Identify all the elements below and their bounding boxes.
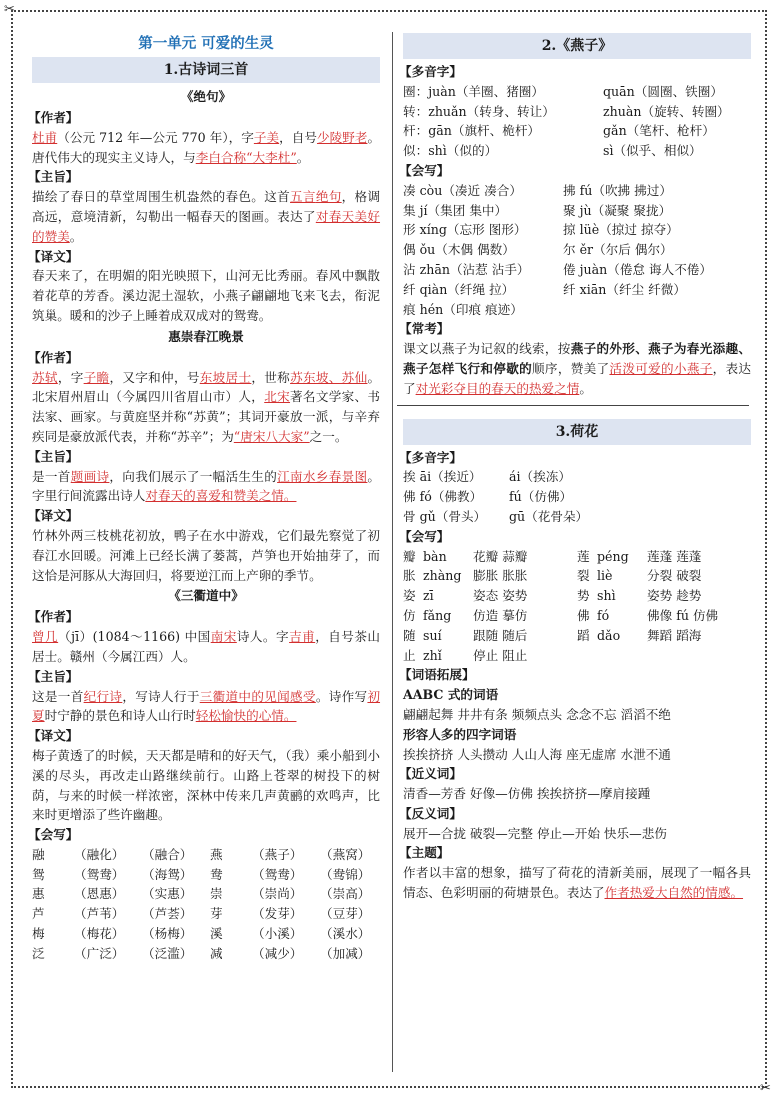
list-row (403, 121, 751, 141)
list-cell: 聚 jù（凝聚 聚拢） (563, 202, 672, 218)
list-cell: 尔 ěr（尔后 偶尔） (563, 242, 673, 258)
list-cell: 沾 zhān（沾惹 沾手） (403, 261, 530, 277)
list-cell: fú（仿佛） (509, 489, 573, 505)
list-cell: 纤 qiàn（纤绳 拉） (403, 281, 515, 297)
section-heading: 【译文】 (28, 248, 79, 264)
text-segment: ，格调高远，意境清新，勾勒出一幅春天的图画。表达了 (32, 189, 381, 224)
write-cell: （融化） (74, 846, 125, 862)
text-segment: 时宁静的景色和诗人山行时 (44, 708, 196, 724)
text-segment: 。唐代伟大的现实主义诗人，与 (32, 129, 381, 165)
list-row (403, 82, 751, 102)
text-segment: 是一首 (32, 468, 71, 484)
key-phrase: 五言 (290, 189, 316, 205)
write-cell: （鸳鸯） (252, 866, 303, 882)
antonym-list: 展开—合拢 破裂—完整 停止—开始 快乐—悲伤 (403, 825, 667, 841)
text-segment: ，字 (57, 369, 84, 385)
list-cell: 集 jí（集团 集中） (403, 202, 508, 218)
list-row (403, 220, 751, 240)
key-phrase: 东坡居士 (199, 369, 252, 385)
write-cell: （小溪） (252, 926, 303, 942)
write-cell: （泛滥） (142, 945, 193, 961)
write-cell: 分裂 破裂 (647, 568, 702, 584)
synonym-list: 清香—芳香 好像—仿佛 挨挨挤挤—摩肩接踵 (403, 786, 651, 802)
write-cell: shì (597, 588, 616, 604)
poem-3-theme (32, 687, 380, 727)
lesson-1-title: 1.古诗词三首 (32, 57, 380, 83)
write-group (32, 924, 210, 944)
key-phrase: 北宋 (264, 389, 291, 405)
text-segment: 。诗作写 (315, 688, 368, 704)
left-column (28, 32, 381, 964)
section-heading: 【主题】 (399, 845, 450, 861)
bold-phrase: 燕子的外形、燕子为春光添趣、燕子怎样飞行和停歇的 (403, 341, 752, 376)
section-heading: 【多音字】 (399, 64, 462, 79)
write-row (403, 547, 751, 567)
text-segment: ，自号 (279, 129, 317, 145)
write-row (32, 924, 380, 944)
write-cell: liè (597, 568, 613, 584)
section-heading: 【作者】 (28, 349, 79, 365)
section-heading: 【多音字】 (399, 449, 462, 465)
key-phrase: 活泼可爱的小燕子 (609, 360, 713, 376)
write-group (577, 606, 751, 626)
write-group (210, 845, 388, 865)
text-segment: 。 (296, 149, 310, 165)
section-heading: 【译文】 (28, 508, 79, 524)
poem-2-title: 惠崇春江晚景 (168, 328, 244, 344)
write-group (32, 845, 210, 865)
section-heading: 【会写】 (399, 528, 450, 544)
write-cell: （发芽） (252, 906, 303, 922)
ext-words: 挨挨挤挤 人头攒动 人山人海 座无虚席 水泄不通 (403, 746, 671, 762)
list-row (403, 102, 751, 122)
poem-1-translation: 春天来了，在明媚的阳光映照下，山河无比秀丽。春风中飘散着花草的芳香。溪边泥土湿软，小燕子翩翩地飞来飞去，衔泥筑巢。暖和的沙子上睡着成双成对的鸳鸯。 (32, 268, 380, 323)
poem-3-title: 《三衢道中》 (168, 588, 244, 604)
text-segment: 顺序，赞美了 (532, 360, 610, 376)
text-segment: 这是一首 (32, 688, 84, 704)
write-cell: （加减） (320, 945, 371, 961)
main-theme-text (403, 863, 751, 903)
key-phrase: 苏东坡、苏仙 (290, 369, 368, 385)
text-segment: 描绘了春日的草堂周围生机盎然的春色。这首 (32, 189, 291, 205)
text-segment: ，自号茶山居士。赣州（今属江西）人。 (32, 629, 381, 664)
write-cell: （豆芽） (320, 906, 371, 922)
write-cell: dǎo (597, 627, 621, 643)
write-cell: 佛 (577, 607, 590, 623)
section-heading: 【主旨】 (28, 668, 79, 684)
write-cell: （恩惠） (74, 886, 125, 902)
poem-3-author (32, 627, 380, 667)
poem-3-translation: 梅子黄透了的时候，天天都是晴和的好天气，（我）乘小船到小溪的尽头，再改走山路继续前行。山路上苍翠的树投下的树荫，与来的时候一样浓密，深林中传来几声黄鹂的欢鸣声，比来时更增添了些许幽趣。 (32, 747, 380, 823)
write-cell (647, 646, 751, 666)
write-cell: 鸯 (210, 866, 223, 882)
write-cell: 随 (403, 627, 416, 643)
list-row (403, 300, 751, 320)
write-group (210, 924, 388, 944)
write-cell: （芦苇） (74, 906, 125, 922)
text-segment: （jī）(1084～1166) 中国 (58, 629, 211, 645)
poem-1-title: 《绝句》 (180, 89, 232, 104)
text-segment: （公元 712 年—公元 770 年），字 (57, 129, 254, 145)
write-row (403, 646, 751, 666)
write-cell: 溪 (210, 926, 223, 942)
key-phrase: “唐宋八大家” (233, 428, 310, 444)
key-phrase: 少陵野老 (316, 129, 368, 145)
write-list (403, 547, 751, 666)
write-cell: 仿造 摹仿 (473, 607, 528, 623)
list-cell: gū（花骨朵） (509, 508, 589, 524)
polyphone-list (403, 82, 751, 161)
write-cell: （实惠） (142, 886, 193, 902)
text-segment: 课文以燕子为记叙的线索，按 (403, 341, 571, 357)
text-segment: ，写诗人行于 (122, 688, 200, 704)
write-cell: 崇 (210, 886, 223, 902)
poem-1-author (32, 128, 380, 168)
key-phrase: 江南水乡春景图 (277, 468, 368, 484)
write-group (577, 586, 751, 606)
write-cell: 鸳 (32, 866, 45, 882)
write-cell: zhǐ (423, 647, 442, 663)
write-cell: （溪水） (320, 926, 371, 942)
key-phrase: 作者热爱大自然的情感。 (604, 885, 744, 901)
text-segment: 。 (69, 228, 83, 244)
list-cell: 转：zhuǎn（转身、转让） (403, 103, 555, 119)
list-cell: 痕 hén（印痕 痕迹） (403, 301, 523, 317)
polyphone-list (403, 467, 751, 526)
write-cell: 佛像 fú 仿佛 (647, 607, 719, 623)
write-group (403, 646, 577, 666)
key-phrase: 子美 (253, 129, 280, 145)
write-cell: suí (423, 627, 442, 643)
write-cell: （鸳鸯） (74, 866, 125, 882)
write-group (403, 626, 577, 646)
list-cell: 骨 gǔ（骨头） (403, 508, 487, 524)
key-phrase: 对光彩夺目的春天的热爱之情 (415, 380, 580, 396)
write-cell: 惠 (32, 886, 45, 902)
section-heading: 【会写】 (399, 162, 450, 178)
key-phrase: 三衢道中的见闻感受 (199, 688, 316, 704)
list-cell: quān（圆圈、铁圈） (603, 83, 723, 99)
write-cell: 莲 (577, 548, 590, 564)
scissors-icon: ✂ (4, 2, 15, 17)
write-cell: （梅花） (74, 926, 125, 942)
key-phrase: 南宋 (210, 629, 237, 645)
write-group (577, 547, 751, 567)
section-heading: 【反义词】 (399, 805, 462, 821)
write-cell: （广泛） (74, 945, 125, 961)
write-cell: 泛 (32, 945, 45, 961)
text-segment: 著名文学家、书法家、画家。与黄庭坚并称“苏黄”；其词开豪放一派，与辛弃疾同是豪放派代表，并称“苏辛”；为 (32, 389, 381, 444)
write-cell: 裂 (577, 568, 590, 584)
list-cell: 佛 fó（佛教） (403, 489, 483, 505)
list-cell: 掠 lüè（掠过 掠夺） (563, 222, 679, 238)
section-heading: 【作者】 (28, 609, 79, 625)
right-column (399, 32, 752, 903)
write-cell: bàn (423, 548, 447, 564)
key-phrase: 子瞻 (83, 369, 110, 385)
key-phrase: 李白合称 (195, 149, 247, 165)
write-group (32, 904, 210, 924)
text-segment: 。字里行间流露出诗人 (32, 468, 381, 504)
write-group (32, 865, 210, 885)
write-group (577, 566, 751, 586)
write-row (32, 884, 380, 904)
write-group (32, 944, 210, 964)
write-cell: 梅 (32, 926, 45, 942)
write-cell: 蹈 (577, 627, 590, 643)
list-cell: 凑 còu（凑近 凑合） (403, 182, 522, 198)
write-row (403, 586, 751, 606)
write-row (403, 566, 751, 586)
scissors-icon: ✂ (760, 1081, 771, 1096)
write-cell: 姿势 趁势 (647, 588, 702, 604)
write-cell: 跟随 随后 (473, 627, 528, 643)
key-phrase: “大李杜” (246, 149, 297, 165)
section-heading: 【主旨】 (28, 448, 79, 464)
write-cell: （减少） (252, 945, 303, 961)
write-cell (577, 646, 597, 666)
column-divider (392, 32, 393, 1072)
text-segment: 作者以丰富的想象，描写了荷花的清新美丽，展现了一幅各具情态、色彩明丽的荷塘景色。表达了 (403, 865, 751, 901)
write-cell (597, 646, 647, 666)
text-segment: 诗人。字 (236, 629, 290, 645)
list-cell: 似：shì（似的） (403, 143, 498, 159)
poem-1-theme (32, 187, 380, 246)
write-cell: 停止 阻止 (473, 647, 528, 663)
write-cell: 舞蹈 蹈海 (647, 627, 702, 643)
key-phrase: 题画诗 (70, 468, 110, 484)
write-row (403, 606, 751, 626)
write-group (210, 944, 388, 964)
write-row (32, 845, 380, 865)
write-cell: （海鸳） (142, 866, 193, 882)
write-row (32, 904, 380, 924)
write-group (577, 646, 751, 666)
unit-title: 第一单元 可爱的生灵 (138, 35, 274, 52)
key-phrase: 吉甫 (289, 629, 316, 645)
write-row (32, 944, 380, 964)
frequent-test-text (403, 339, 751, 398)
text-segment: 。北宋眉州眉山（今属四川省眉山市）人， (32, 369, 381, 405)
list-cell: 杆：gān（旗杆、桅杆） (403, 123, 541, 139)
write-group (577, 626, 751, 646)
write-row (32, 865, 380, 885)
write-cell: zhàng (423, 568, 462, 584)
write-cell: （崇高） (320, 886, 371, 902)
poem-2-theme (32, 467, 380, 507)
write-cell: fǎng (423, 607, 452, 623)
write-group (210, 884, 388, 904)
write-cell: 姿态 姿势 (473, 588, 528, 604)
poem-2-author (32, 368, 380, 447)
key-phrase: 曾几 (32, 629, 59, 645)
section-heading: 【主旨】 (28, 169, 79, 185)
ext-words: 翩翩起舞 井井有条 频频点头 念念不忘 滔滔不绝 (403, 706, 671, 722)
list-cell: 倦 juàn（倦怠 诲人不倦） (563, 261, 712, 277)
key-phrase: 对春天的喜爱和赞美之情。 (145, 488, 297, 504)
list-row (403, 487, 751, 507)
write-group (403, 566, 577, 586)
write-cell: 芦 (32, 906, 45, 922)
write-cell: 花瓣 蒜瓣 (473, 548, 528, 564)
write-cell: 莲蓬 莲蓬 (647, 548, 702, 564)
list-cell: sì（似乎、相似） (603, 143, 702, 159)
key-phrase: 杜甫 (32, 129, 58, 145)
key-phrase: 初夏 (32, 688, 381, 724)
write-group (32, 884, 210, 904)
list-row (403, 141, 751, 161)
list-cell: gǎn（笔杆、枪杆） (603, 123, 715, 139)
lesson-3-title: 3.荷花 (403, 419, 751, 445)
list-cell: 纤 xiān（纤尘 纤微） (563, 281, 686, 297)
list-cell: 形 xíng（忘形 图形） (403, 222, 527, 238)
write-group (403, 606, 577, 626)
write-cell: fó (597, 607, 610, 623)
write-cell: （杨梅） (142, 926, 193, 942)
write-cell: 姿 (403, 588, 416, 604)
key-phrase: 轻松愉快的心情。 (195, 708, 297, 724)
list-cell: 挨 āi（挨近） (403, 469, 482, 485)
write-cell: （燕子） (252, 846, 303, 862)
write-cell: 膨胀 胀胀 (473, 568, 528, 584)
section-heading: 【近义词】 (399, 766, 462, 782)
list-cell: 偶 ǒu（木偶 偶数） (403, 242, 515, 258)
list-row (403, 280, 751, 300)
write-group (210, 904, 388, 924)
write-list (32, 845, 380, 964)
list-cell: 拂 fú（吹拂 拂过） (563, 182, 672, 198)
write-cell: 仿 (403, 607, 416, 623)
section-heading: 【译文】 (28, 728, 79, 744)
section-heading: 【作者】 (28, 110, 79, 125)
write-cell: 融 (32, 846, 45, 862)
key-phrase: 对春天美好的赞美 (32, 208, 381, 244)
write-cell: péng (597, 548, 629, 564)
write-group (403, 547, 577, 567)
list-cell: zhuàn（旋转、转圈） (603, 103, 730, 119)
write-cell: （燕窝） (320, 846, 371, 862)
write-list (403, 181, 751, 320)
list-cell: ái（挨冻） (509, 469, 571, 485)
write-cell: 燕 (210, 846, 223, 862)
text-segment: 。 (579, 380, 592, 396)
list-row (403, 507, 751, 527)
ext-subheading: 形容人多的四字词语 (403, 726, 517, 742)
write-group (210, 865, 388, 885)
text-segment: ，又字和仲，号 (109, 369, 200, 385)
key-phrase: 纪行诗 (83, 688, 123, 704)
section-divider (397, 405, 749, 406)
section-heading: 【词语拓展】 (399, 667, 475, 683)
list-row (403, 467, 751, 487)
ext-subheading: AABC 式的词语 (403, 687, 499, 703)
list-row (403, 240, 751, 260)
text-segment: ，向我们展示了一幅活生生的 (109, 468, 278, 484)
text-segment: ，世称 (251, 369, 291, 385)
text-segment: 之一。 (309, 428, 348, 444)
write-cell: （鸯锦） (320, 866, 371, 882)
write-cell: zī (423, 588, 434, 604)
write-cell: （崇尚） (252, 886, 303, 902)
list-row (403, 201, 751, 221)
write-cell: 势 (577, 588, 590, 604)
write-group (403, 586, 577, 606)
write-cell: （芦荟） (142, 906, 193, 922)
text-segment: ，表达了 (403, 360, 752, 396)
write-cell: 减 (210, 945, 223, 961)
key-phrase: 苏轼 (32, 369, 58, 385)
section-heading: 【会写】 (28, 827, 79, 843)
list-row (403, 260, 751, 280)
poem-2-translation: 竹林外两三枝桃花初放，鸭子在水中游戏，它们最先察觉了初春江水回暖。河滩上已经长满了蒌蒿，芦笋也开始抽芽了，而这恰是河豚从大海回归，将要逆江而上产卵的季节。 (32, 527, 380, 583)
section-heading: 【常考】 (399, 321, 450, 337)
write-cell: 胀 (403, 568, 416, 584)
write-cell: 止 (403, 647, 416, 663)
key-phrase: 绝句 (315, 189, 342, 205)
write-cell: 芽 (210, 906, 223, 922)
list-row (403, 181, 751, 201)
list-cell: 圈：juàn（羊圈、猪圈） (403, 83, 544, 99)
lesson-2-title: 2.《燕子》 (403, 33, 751, 59)
write-row (403, 626, 751, 646)
write-cell: （融合） (142, 846, 193, 862)
write-cell: 瓣 (403, 548, 416, 564)
